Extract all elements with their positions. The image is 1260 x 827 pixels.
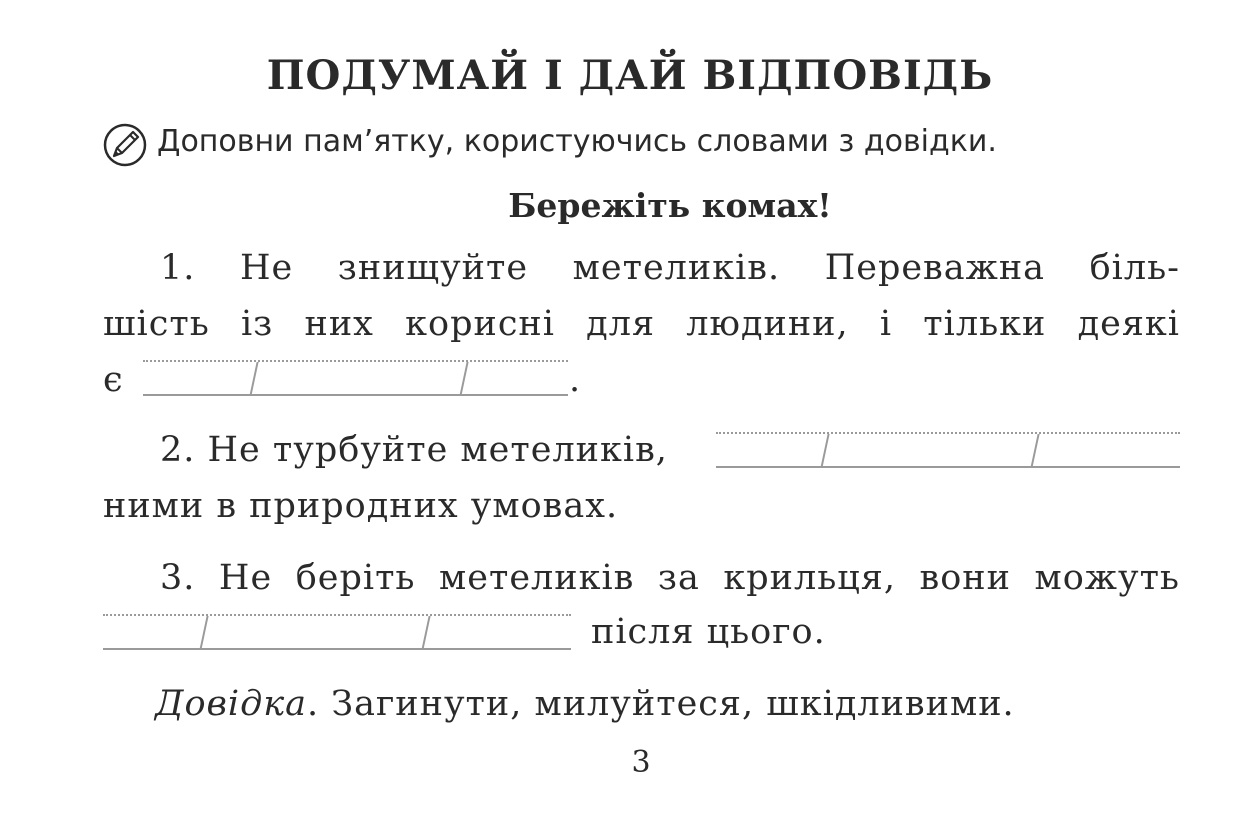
item-1-line-3-end: . <box>569 360 582 400</box>
item-3-answer-blank[interactable] <box>103 614 571 650</box>
instruction-text: Доповни пам’ятку, користуючись словами з довідки. <box>157 124 997 159</box>
item-3-line-1: 3. Не беріть метеликів за крильця, вони можуть <box>160 558 1180 598</box>
reference-text: . Загинути, милуйтеся, шкідливими. <box>307 684 1015 724</box>
item-2-line-2: ними в природних умовах. <box>103 486 619 526</box>
item-1-line-2: шість із них корисні для людини, і тільки деякі <box>103 304 1180 344</box>
item-2-line-1: 2. Не турбуйте метеликів, <box>160 430 668 470</box>
reference-label: Довідка <box>155 684 308 724</box>
reference-line <box>155 684 1015 724</box>
item-1-answer-blank[interactable] <box>143 360 568 396</box>
item-2-answer-blank[interactable] <box>716 432 1180 468</box>
pencil-icon <box>102 122 148 168</box>
memo-subtitle: Бережіть комах! <box>508 186 832 225</box>
item-3-line-2-end: після цього. <box>591 612 826 652</box>
item-1-line-3-start: є <box>103 360 124 400</box>
item-1-line-1: 1. Не знищуйте метеликів. Переважна біль- <box>160 248 1180 288</box>
page-number: 3 <box>631 745 651 780</box>
page-title: ПОДУМАЙ І ДАЙ ВІДПОВІДЬ <box>266 52 994 99</box>
